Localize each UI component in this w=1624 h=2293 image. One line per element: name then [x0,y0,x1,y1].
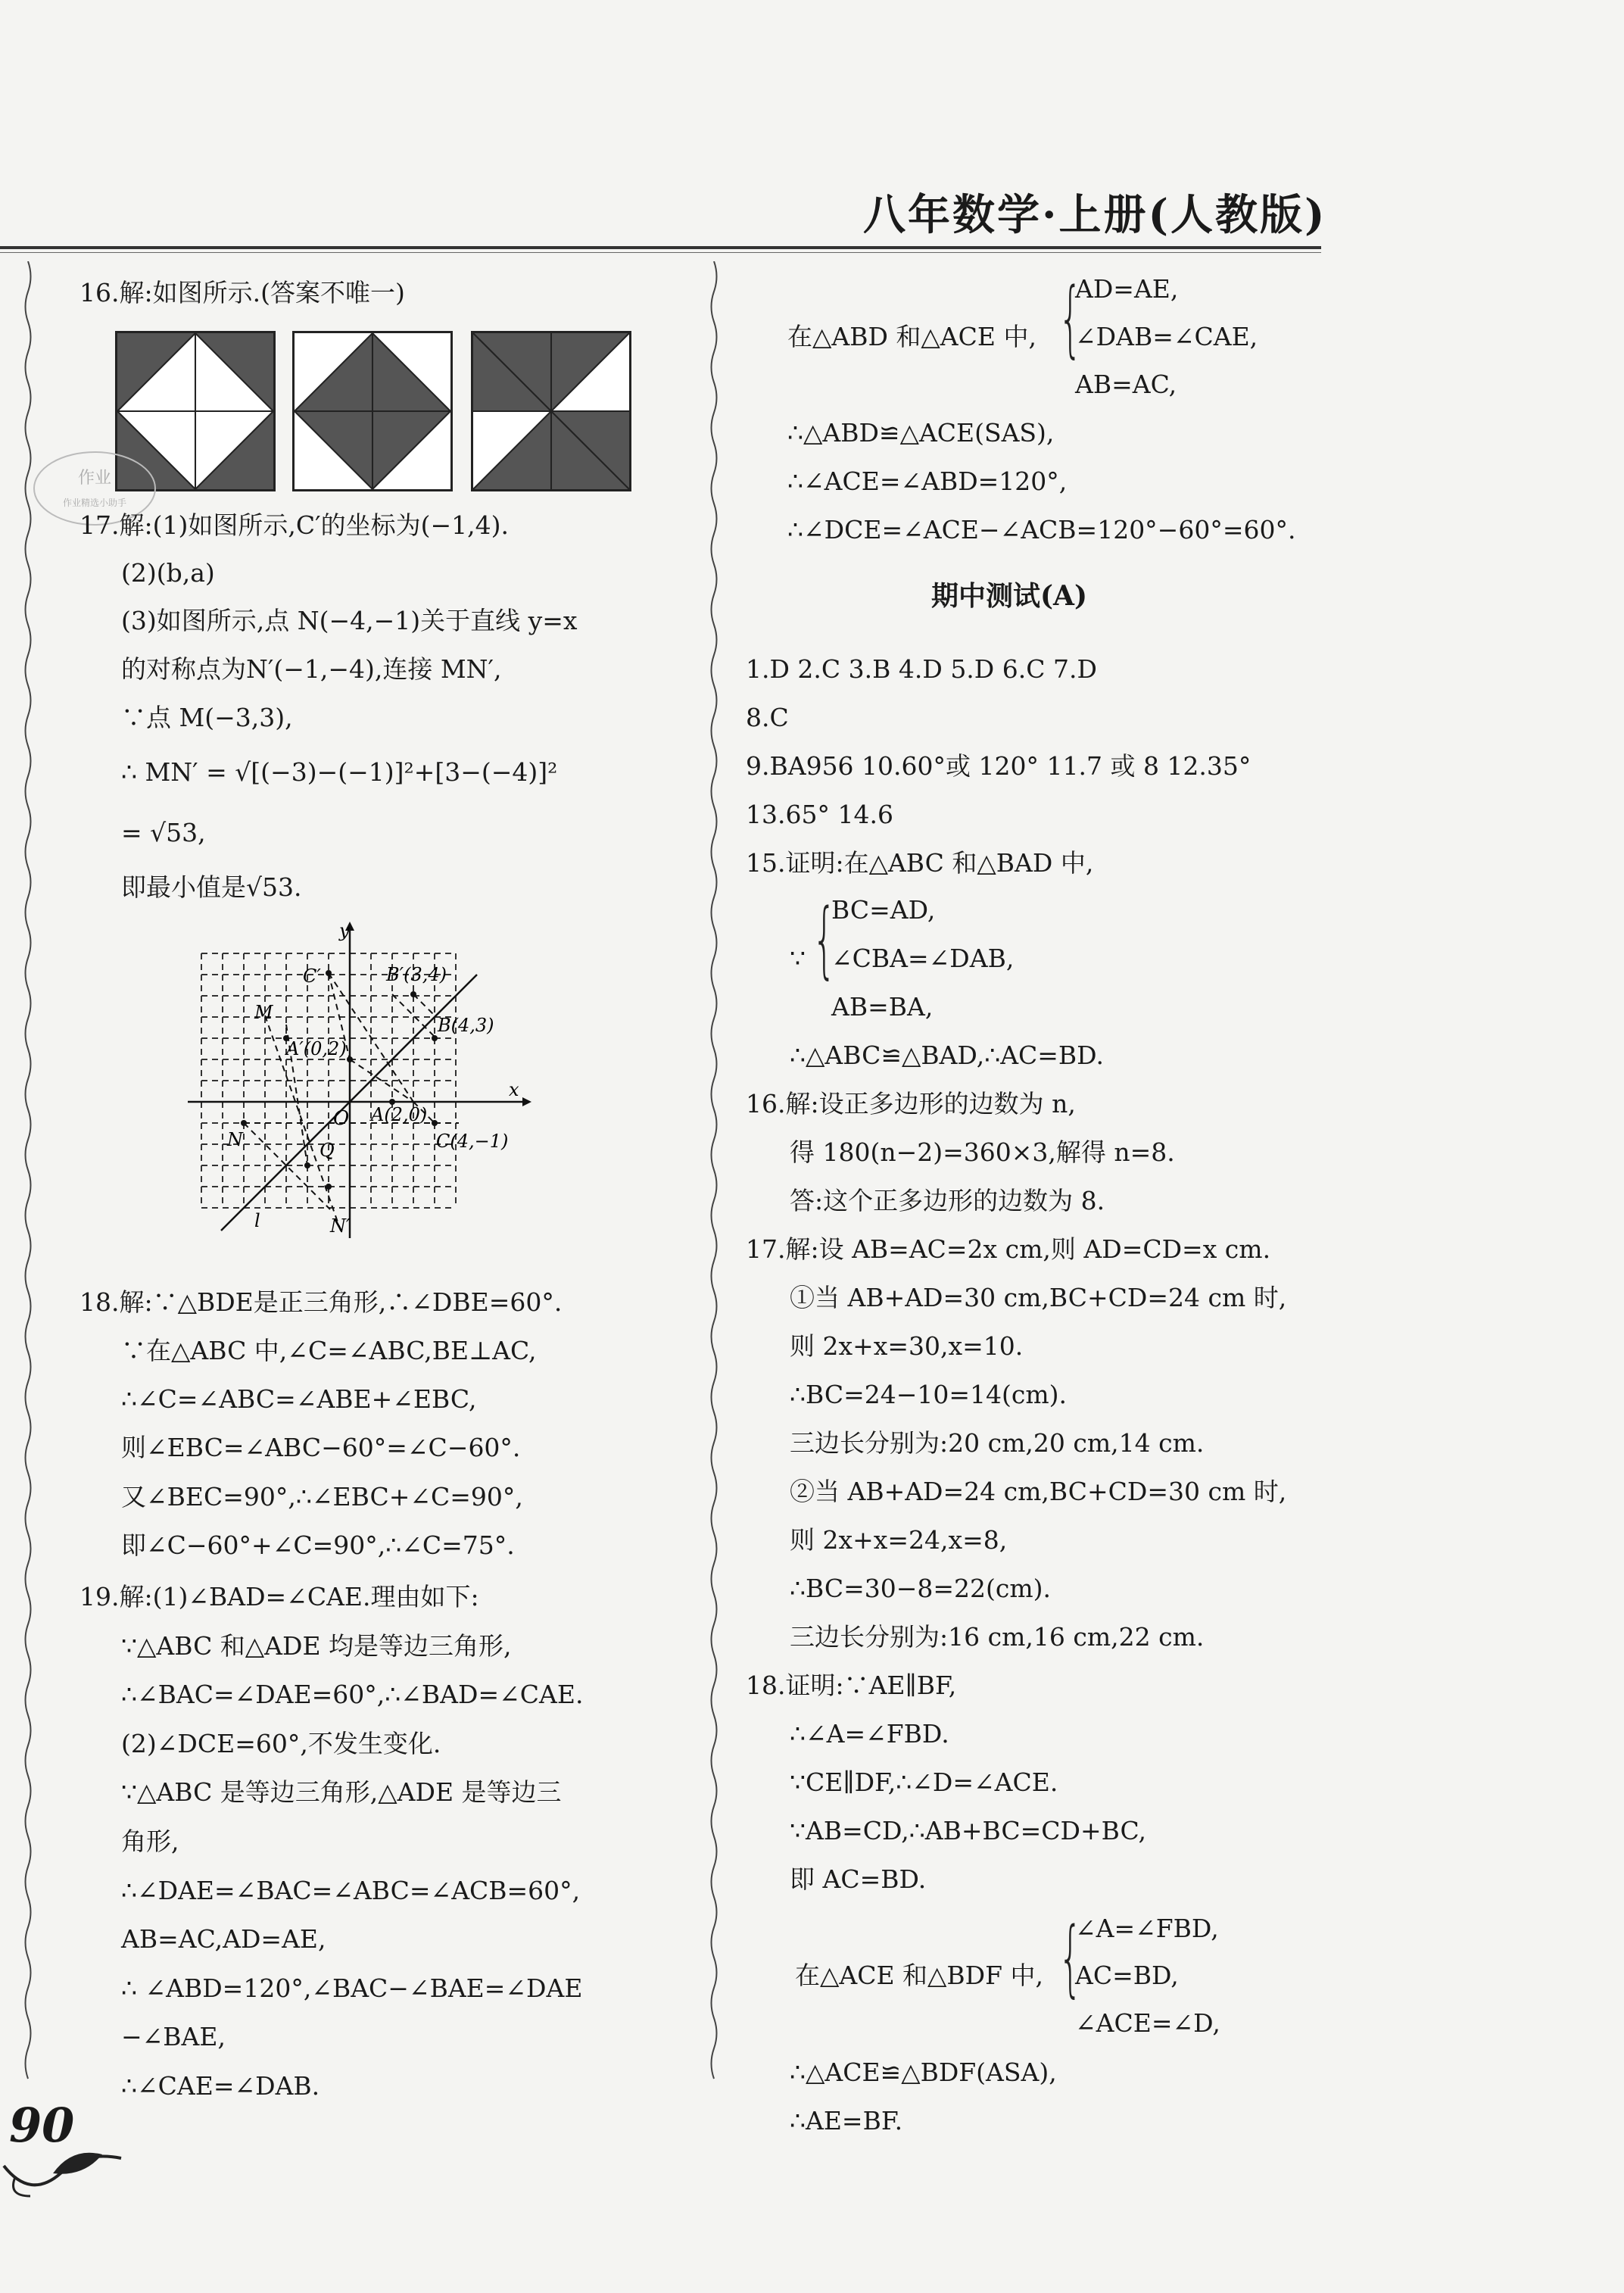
q18-right-line-2: ∴∠A=∠FBD. [790,1719,949,1749]
q17-right-line-3: 则 2x+x=30,x=10. [790,1331,1024,1361]
after-sys1-line-3: ∴∠DCE=∠ACE−∠ACB=120°−60°=60°. [787,515,1296,544]
q17-right-line-6: ②当 AB+AD=24 cm,BC+CD=30 cm 时, [790,1477,1287,1506]
sys2-row-3: AB=BA, [831,992,934,1022]
q16-right-line-2: 得 180(n−2)=360×3,解得 n=8. [790,1137,1175,1167]
brace-icon: { [812,891,837,987]
q18-line-5: 又∠BEC=90°,∴∠EBC+∠C=90°, [121,1482,523,1512]
q17-line-6: ∴ MN′ = √[(−3)−(−1)]²+[3−(−4)]² [121,757,558,787]
q18-right-line-4: ∵AB=CD,∴AB+BC=CD+BC, [790,1816,1147,1845]
label-N-prime: N′ [330,1215,351,1237]
q17-line-1: 17.解:(1)如图所示,C′的坐标为(−1,4). [79,510,509,540]
q19-line-3: ∴∠BAC=∠DAE=60°,∴∠BAD=∠CAE. [121,1680,584,1709]
label-x-axis: x [509,1079,519,1100]
q19-line-7: ∴∠DAE=∠BAC=∠ABC=∠ACB=60°, [121,1876,581,1905]
q19-line-2: ∵△ABC 和△ADE 均是等边三角形, [121,1631,512,1661]
q18-end-line-1: ∴△ACE≌△BDF(ASA), [790,2057,1057,2087]
q19-line-4: (2)∠DCE=60°,不发生变化. [121,1729,441,1758]
label-C: C(4,−1) [436,1131,509,1152]
q16-text: 16.解:如图所示.(答案不唯一) [79,278,405,307]
svg-text:作业精选小助手: 作业精选小助手 [62,498,127,508]
answers-line-4: 13.65° 14.6 [746,800,893,829]
answers-line-2: 8.C [746,703,789,732]
answers-line-1: 1.D 2.C 3.B 4.D 5.D 6.C 7.D [746,654,1097,684]
section-title: 期中测试(A) [931,580,1087,612]
left-wavy-border [23,261,33,2101]
q18-line-4: 则∠EBC=∠ABC−60°=∠C−60°. [121,1433,521,1462]
pattern-square-3 [471,331,631,491]
q17-line-2: (2)(b,a) [121,558,215,588]
brace-icon: { [1058,270,1083,367]
q17-right-line-4: ∴BC=24−10=14(cm). [790,1380,1068,1409]
sys3-row-1: ∠A=∠FBD, [1075,1914,1219,1943]
page-number: 90 [9,2098,75,2153]
q19-line-9: ∴ ∠ABD=120°,∠BAC−∠BAE=∠DAE [121,1973,583,2003]
label-M: M [254,1002,273,1023]
q19-line-6: 角形, [121,1827,179,1856]
q17-right-line-9: 三边长分别为:16 cm,16 cm,22 cm. [790,1622,1205,1652]
q18-end-line-2: ∴AE=BF. [790,2106,903,2135]
q18-right-line-1: 18.证明:∵AE∥BF, [746,1671,957,1700]
q17-right-line-7: 则 2x+x=24,x=8, [790,1525,1008,1555]
header-rule-thin [0,252,1321,253]
coordinate-grid-figure [182,920,545,1246]
q18-line-6: 即∠C−60°+∠C=90°,∴∠C=75°. [121,1530,515,1560]
brace-icon: { [1058,1909,1083,2006]
sys2-row-1: BC=AD, [831,895,936,925]
q18-right-line-3: ∵CE∥DF,∴∠D=∠ACE. [790,1767,1058,1797]
q19-line-8: AB=AC,AD=AE, [121,1924,326,1954]
sys1-prefix: 在△ABD 和△ACE 中, [787,322,1036,351]
q17-right-line-2: ①当 AB+AD=30 cm,BC+CD=24 cm 时, [790,1283,1287,1312]
q18-line-2: ∵在△ABC 中,∠C=∠ABC,BE⊥AC, [121,1336,537,1365]
q17-right-line-8: ∴BC=30−8=22(cm). [790,1574,1052,1603]
q17-line-3: (3)如图所示,点 N(−4,−1)关于直线 y=x [121,606,578,635]
pattern-square-2 [292,331,453,491]
label-B-prime: B′(3,4) [386,964,447,985]
sys2-prefix: ∵ [790,944,806,973]
q17-right-line-1: 17.解:设 AB=AC=2x cm,则 AD=CD=x cm. [746,1234,1271,1264]
q19-line-10: −∠BAE, [121,2022,226,2051]
sys1-row-1: AD=AE, [1075,274,1179,304]
sys2-row-2: ∠CBA=∠DAB, [831,944,1015,973]
leaf-ornament-icon [0,2143,129,2204]
q16-right-line-3: 答:这个正多边形的边数为 8. [790,1186,1105,1215]
label-A-prime: A′(0,2) [286,1038,347,1059]
sys3-row-2: AC=BD, [1075,1961,1179,1990]
answers-line-3: 9.BA956 10.60°或 120° 11.7 或 8 12.35° [746,751,1252,781]
after-sys1-line-2: ∴∠ACE=∠ABD=120°, [787,466,1068,496]
q19-line-11: ∴∠CAE=∠DAB. [121,2071,320,2101]
label-y-axis: y [339,920,350,941]
page-header-title: 八年数学·上册(人教版) [863,190,1327,240]
label-Q: Q [320,1140,335,1161]
q17-line-4: 的对称点为N′(−1,−4),连接 MN′, [121,654,502,684]
svg-text:作业: 作业 [77,469,112,488]
q17-line-7: = √53, [121,818,206,847]
after-sys1-line-1: ∴△ABD≌△ACE(SAS), [787,418,1055,448]
sys1-row-3: AB=AC, [1075,370,1177,399]
q18-line-1: 18.解:∵△BDE是正三角形,∴∠DBE=60°. [79,1287,563,1317]
label-A: A(2,0) [371,1104,428,1125]
q17-right-line-5: 三边长分别为:20 cm,20 cm,14 cm. [790,1428,1205,1458]
sys3-prefix: 在△ACE 和△BDF 中, [795,1961,1044,1990]
q19-line-1: 19.解:(1)∠BAD=∠CAE.理由如下: [79,1582,479,1611]
header-rule [0,246,1321,249]
q18-line-3: ∴∠C=∠ABC=∠ABE+∠EBC, [121,1384,477,1414]
label-B: B(4,3) [438,1015,494,1036]
column-divider [709,261,719,2101]
label-origin: O [333,1107,350,1130]
label-l: l [254,1210,260,1231]
q18-right-line-5: 即 AC=BD. [790,1864,927,1894]
q19-line-5: ∵△ABC 是等边三角形,△ADE 是等边三 [121,1777,562,1807]
q16-right-line-1: 16.解:设正多边形的边数为 n, [746,1089,1076,1118]
q15-end: ∴△ABC≌△BAD,∴AC=BD. [790,1040,1104,1070]
label-C-prime: C′ [303,966,321,987]
label-N: N [227,1129,243,1150]
sys3-row-3: ∠ACE=∠D, [1075,2008,1220,2038]
q15-intro: 15.证明:在△ABC 和△BAD 中, [746,848,1094,878]
sys1-row-2: ∠DAB=∠CAE, [1075,322,1258,351]
q17-line-5: ∵点 M(−3,3), [121,703,293,732]
q17-line-8: 即最小值是√53. [121,872,302,902]
